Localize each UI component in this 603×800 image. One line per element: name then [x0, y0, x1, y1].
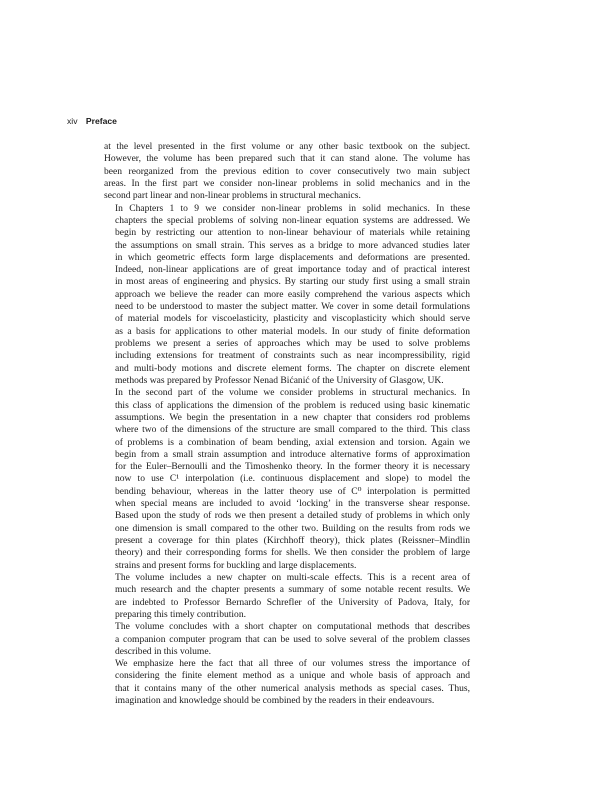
text-line: strains and present forms for buckling and large displacements.: [115, 559, 357, 571]
text-line: in which geometric effects form large displacements and deformations are presented.: [115, 251, 470, 263]
text-line: theory) and their corresponding forms for shells. We then consider the problem of large: [115, 547, 470, 559]
text-line: that it contains many of the other numerical analysis methods as special cases. Thus,: [115, 682, 470, 694]
text-line: imagination and knowledge should be combined by the readers in their endeavours.: [115, 695, 435, 707]
text-line: The volume concludes with a short chapter on computational methods that describes: [115, 621, 470, 633]
section-title: Preface: [85, 116, 117, 126]
text-line: considering the finite element method as a unique and whole basis of approach and: [115, 670, 470, 682]
text-line: The volume includes a new chapter on multi-scale effects. This is a recent area of: [115, 571, 470, 583]
paragraph: [104, 572, 470, 621]
text-line: problems we present a series of approaches which may be used to solve problems: [115, 338, 470, 349]
text-line: assumptions. We begin the presentation in a new chapter that considers rod problems: [115, 411, 470, 423]
text-line: In Chapters 1 to 9 we consider non-linear problems in solid mechanics. In these: [115, 202, 470, 214]
page-number: xiv: [67, 116, 78, 126]
text-line: in most areas of engineering and physics. By starting our study first using a small strain: [115, 276, 470, 288]
preface-body: [104, 141, 470, 707]
paragraph: [104, 621, 470, 658]
text-line: much research and the chapter presents a summary of some notable recent results. We: [115, 584, 470, 596]
text-line: at the level presented in the first volume or any other basic textbook on the subject.: [104, 141, 470, 152]
text-line: and multi-body motions and discrete element forms. The chapter on discrete element: [115, 362, 470, 374]
text-line: present a coverage for thin plates (Kirchhoff theory), thick plates (Reissner–Mindlin: [115, 535, 470, 546]
text-line: bending behaviour, whereas in the latter theory use of C⁰ interpolation is permitted: [115, 485, 470, 497]
paragraph: [104, 203, 470, 388]
text-line: approach we believe the reader can more easily comprehend the various aspects which: [115, 288, 470, 300]
text-line: including extensions for treatment of constraints such as near incompressibility, rigid: [115, 350, 470, 362]
text-line: However, the volume has been prepared such that it can stand alone. The volume has: [104, 153, 470, 165]
text-line: begin from a small strain assumption and introduce alternative forms of approximation: [115, 448, 470, 460]
text-line: the assumptions on small strain. This serves as a bridge to more advanced studies later: [115, 239, 470, 251]
text-line: need to be understood to master the subject matter. We cover in some detail formulations: [115, 301, 470, 313]
text-line: this class of applications the dimension of the problem is reduced using basic kinematic: [115, 399, 470, 411]
text-line: for the Euler–Bernoulli and the Timoshenko theory. In the former theory it is necessary: [115, 461, 470, 473]
text-line: second part linear and non-linear problems in structural mechanics.: [104, 190, 361, 202]
text-line: preparing this timely contribution.: [115, 608, 246, 620]
text-line: begin by restricting our attention to non-linear behaviour of materials while retaining: [115, 227, 470, 239]
text-line: when special means are included to avoid ‘locking’ in the transverse shear response.: [115, 498, 470, 510]
text-line: where two of the dimensions of the structure are small compared to the third. This class: [115, 424, 470, 436]
text-line: now to use C¹ interpolation (i.e. continuous displacement and slope) to model the: [115, 473, 470, 485]
text-line: a companion computer program that can be used to solve several of the problem classes: [115, 633, 470, 645]
text-line: Based upon the study of rods we then present a detailed study of problems in which only: [115, 510, 470, 522]
running-head: [67, 116, 117, 126]
text-line: been reorganized from the previous edition to cover consecutively two main subject: [104, 165, 470, 177]
paragraph: [104, 141, 470, 203]
text-line: In the second part of the volume we consider problems in structural mechanics. In: [115, 387, 470, 399]
text-line: areas. In the first part we consider non-linear problems in solid mechanics and in the: [104, 177, 470, 189]
paragraph: [104, 387, 470, 572]
text-line: are indebted to Professor Bernardo Schrefler of the University of Padova, Italy, for: [115, 596, 470, 608]
text-line: one dimension is small compared to the other two. Building on the results from rods we: [115, 522, 470, 534]
text-line: Indeed, non-linear applications are of great importance today and of practical interest: [115, 264, 470, 276]
text-line: methods was prepared by Professor Nenad Bićanić of the University of Glasgow, UK.: [115, 374, 444, 386]
text-line: chapters the special problems of solving non-linear equation systems are addressed. We: [115, 214, 470, 226]
text-line: We emphasize here the fact that all three of our volumes stress the importance of: [115, 658, 470, 670]
text-line: described in this volume.: [115, 645, 211, 657]
text-line: of problems is a combination of beam bending, axial extension and torsion. Again we: [115, 436, 470, 448]
paragraph: [104, 658, 470, 707]
text-line: of material models for viscoelasticity, plasticity and viscoplasticity which should serve: [115, 313, 470, 325]
text-line: as a basis for applications to other material models. In our study of finite deformation: [115, 325, 470, 337]
